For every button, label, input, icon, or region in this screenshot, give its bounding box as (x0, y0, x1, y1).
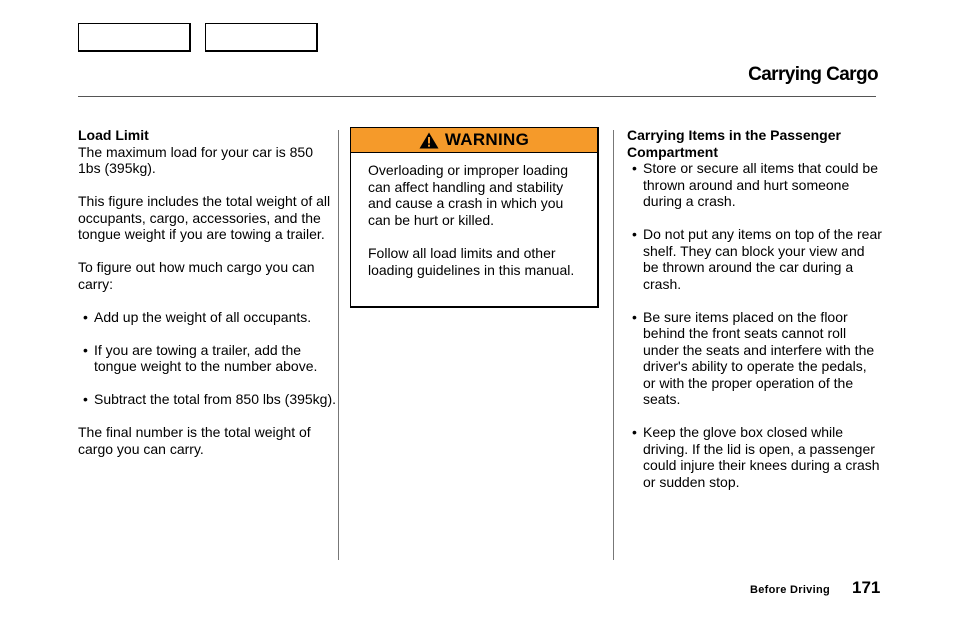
next-page-button[interactable] (205, 23, 318, 52)
list-item: • Be sure items placed on the floor behind the front seats cannot roll under the seats and interfere with the driver's ability to operate the pedals, or with the proper operation of the seats. (632, 308, 875, 407)
load-limit-column (78, 127, 336, 474)
page-title: Carrying Cargo (748, 64, 878, 85)
passenger-compartment-heading: Carrying Items in the Passenger Compartment (627, 127, 841, 160)
bullet-dot: • (83, 341, 88, 358)
warning-paragraph-1: Overloading or improper loading can affect handling and stability and cause a crash in which you can be hurt or killed. (368, 162, 568, 228)
list-item: • Keep the glove box closed while driving. If the lid is open, a passenger could injure their knees during a crash or sudden stop. (632, 424, 880, 490)
warning-triangle-icon (419, 132, 439, 149)
bullet-dot: • (83, 391, 88, 407)
list-item: • Add up the weight of all occupants. (83, 308, 312, 325)
previous-page-button[interactable] (78, 23, 191, 52)
warning-paragraph-2: Follow all load limits and other loading guidelines in this manual. (368, 245, 575, 278)
bullet-dot: • (632, 226, 637, 242)
page-number: 171 (852, 578, 881, 597)
load-limit-conclusion: The final number is the total weight of cargo you can carry. (78, 424, 311, 457)
load-limit-paragraph-1: This figure includes the total weight of all occupants, cargo, accessories, and the tongue weight if you are towing a trailer. (78, 193, 331, 242)
column-divider-left (338, 130, 339, 560)
bullet-dot: • (632, 160, 637, 176)
list-item: • Store or secure all items that could be thrown around and hurt someone during a crash. (632, 160, 879, 209)
load-limit-intro: The maximum load for your car is 850 1bs (395kg). (78, 143, 313, 176)
warning-body (351, 153, 597, 278)
column-divider-right (613, 130, 614, 560)
passenger-compartment-column (627, 127, 883, 507)
bullet-dot: • (83, 308, 88, 325)
load-limit-heading: Load Limit (78, 127, 149, 143)
bullet-dot: • (632, 308, 637, 325)
title-divider (78, 96, 876, 97)
list-item: • Subtract the total from 850 lbs (395kg). (83, 391, 337, 407)
list-item: • If you are towing a trailer, add the tongue weight to the number above. (83, 341, 318, 374)
warning-box (350, 127, 599, 308)
load-limit-paragraph-2: To figure out how much cargo you can carry: (78, 259, 315, 292)
bullet-dot: • (632, 424, 637, 440)
list-item: • Do not put any items on top of the rear shelf. They can block your view and be thrown around the car during a crash. (632, 226, 882, 292)
warning-label: WARNING (444, 130, 530, 149)
warning-header (351, 128, 597, 153)
footer-section-label: Before Driving (750, 584, 830, 596)
